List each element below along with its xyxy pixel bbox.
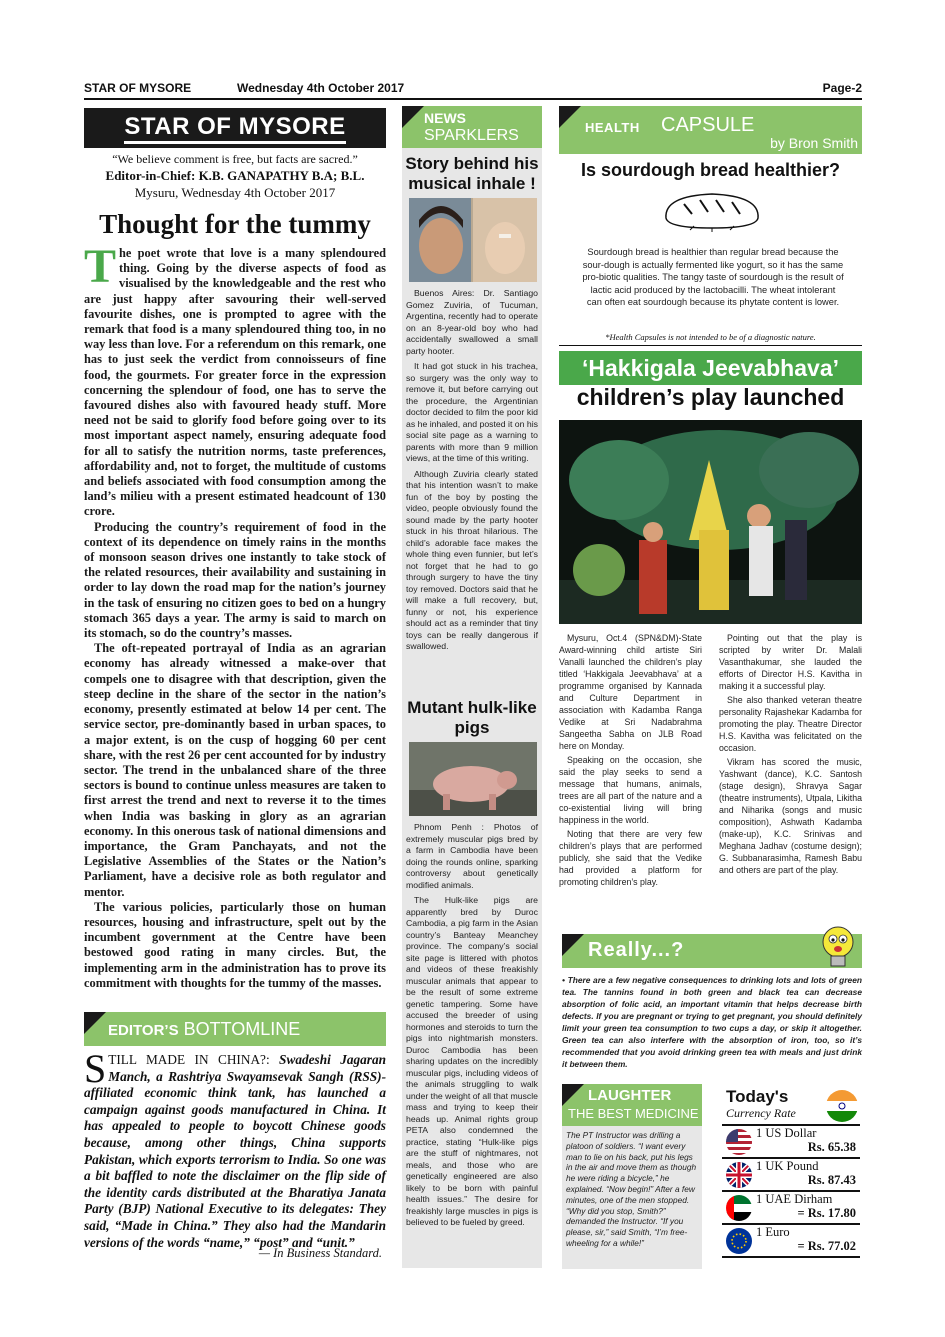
rate-value: Rs. 87.43 [807,1173,856,1187]
bottomline-lead: TILL MADE IN CHINA?: [108,1052,270,1067]
rate-row [722,1126,860,1159]
editorial-title: Thought for the tummy [99,209,371,239]
currency-rate-box [722,1086,862,1269]
news-band-line1: NEWS [424,110,466,126]
masthead-title: STAR OF MYSORE [124,113,345,144]
editorial-paragraph: he poet wrote that love is a many splendoured thing. Going by the diverse aspects of food as visualised by the knowledgeable and the rest who are just happy after savouring their well-served favourite dishes, one is prompted to agree with the remark that food is a many splendoured thing too, in no way less than love. For a referendum on this remark, one has to just seek the verdict from connoisseurs of fine food, the gourmets. For greater force in the expression concerning the splendour of food, one has to serve the favoured dishes also with favoured heady stuff. More need not be said to glorify food before going over to its most important aspect namely, ensuring adequate food for all to satisfy the nutrition norms, taste preferences, affordability and, not to forget, the multitude of customs and beliefs associated with food consumption among the land’s milieu with a present estimated headcount of 130 crore. [84,246,386,519]
bottomline-text: Swadeshi Jagaran Manch, a Rashtriya Swayamsevak Sangh (RSS)-affiliated economic think tank, has launched a campaign against goods manufactured in China. It has appealed to people to boycott Chinese goods because, among other things, China supports Pakistan, which exports terrorism to India. So one was a bit baffled to note the disclaimer on the flip side of the identity cards distributed at the Bharatiya Janata Party (BJP) National Executive to its delegates: They said, “Made in China.” They also had the Mandarin versions of the words “name,” “post” and “unit.” [84,1052,387,1250]
rate-value: = Rs. 77.02 [797,1239,856,1253]
india-flag-icon [826,1090,858,1122]
play-photo-image [559,420,862,624]
rate-row [722,1192,860,1225]
rate-currency: 1 Euro [756,1225,790,1239]
us-flag-icon [726,1129,752,1155]
play-subheadline: children’s play launched [576,384,845,410]
story2-title: Mutant hulk-like pigs [407,698,537,737]
band-corner-decoration [84,1012,106,1034]
health-band-title: CAPSULE [661,114,755,136]
play-paragraph: Vikram has scored the music, Yashwant (dance), K.C. Santosh (stage design), Shravya Sagar (theatre instruments), Utpala, Likitha and Niharika (songs and music composition), Ashwath Kadamba (make-up), K.C. Srinivas and Meghana Jadhav (costume design); G. Subbanarasimha, Ramesh Babu and others are part of the play. [719,757,862,875]
editorial-paragraph: The oft-repeated portrayal of India as an agrarian economy has already witnessed a make-over that compels one to disagree with that description, given the steep decline in the share of the sector in the nation’s economy, presently estimated at below 14 per cent. The service sector, pre-dominantly based in urban spaces, to a major extent, is on the cusp of hogging 60 per cent share, with the rest 26 per cent accounted for by industry sector. The trend in the unbalanced share of the three sectors is bound to continue unless measures are taken to first arrest the trend and next to reverse it to the times when India was basking in glory as an agrarian economy. In this onerous task of national dimensions and importance, the Gram Panchayats, and not the Legislative Assemblies of the States or the Nation’s Parliament, have a decisive role as both regulator and mentor. [84,641,386,899]
news-sparklers-band [402,106,542,148]
page-header [84,78,862,100]
band-corner-decoration [562,934,584,956]
motto: “We believe comment is free, but facts are sacred.” [112,152,358,166]
health-body: Sourdough bread is healthier than regular bread because the sour-dough is actually fermented like yogurt, so it has the same pro-biotic qualities. The tangy taste of sourdough is the result of lactic acid produced by the lactobacilli. The wheat intolerant can often eat sourdough because its phytate content is lower. [582,247,844,308]
story2-paragraph: Phnom Penh : Photos of extremely muscular pigs bred by a farm in Cambodia have been doing the rounds online, sparking controversy about genetically modified animals. [406,822,538,890]
health-byline: by Bron Smith [770,135,858,151]
divider [559,345,862,346]
editorial-dropcap: T [84,240,117,293]
play-paragraph: Speaking on the occasion, she said the play seeks to send a message that humans, animals, trees are all part of the nature and a co-existential living will bring happiness in the world. [559,755,702,825]
header-date: Wednesday 4th October 2017 [237,81,405,95]
play-column-2 [719,632,862,878]
really-band [562,934,862,968]
bottomline-band-small: EDITOR’S [108,1022,179,1039]
rate-subtitle: Currency Rate [726,1106,796,1120]
news-band-line2: SPARKLERS [424,127,519,144]
band-corner-decoration [402,106,424,128]
rate-currency: 1 UK Pound [756,1159,819,1173]
rate-row [722,1159,860,1192]
band-corner-decoration [559,106,581,128]
health-band-label: HEALTH [585,120,640,135]
bottomline-body [84,1046,387,1251]
lightbulb-mascot-icon [818,924,858,972]
bread-illustration-icon [660,188,764,234]
story2-text [406,822,538,1233]
rate-value: = Rs. 17.80 [797,1206,856,1220]
play-photo [559,420,862,624]
really-body: • There are a few negative consequences to drinking lots and lots of green tea. The tannins found in both green and black tea can decrease absorption of folic acid, an important vitamin that helps decrease birth defects. If you are pregnant or trying to get pregnant, you should definitely limit your green tea consumption to two cups a day, or skip it altogether. Green tea can also interfere with the absorption of iron, too, so it’s recommended that you avoid drinking green tea with meals and just drink it between them. [562,975,862,1069]
health-disclaimer: *Health Capsules is not intended to be of a diagnostic nature. [605,332,816,342]
play-paragraph: Noting that there are very few children’s plays that are performed publicly, she said that the Vedike had provided a platform for promoting children’s play. [559,829,702,887]
bottomline-band [84,1012,386,1046]
story1-title: Story behind his musical inhale ! [405,154,539,193]
band-corner-decoration [562,1084,584,1106]
rate-value: Rs. 65.38 [807,1140,856,1154]
eu-flag-icon [726,1228,752,1254]
pig-photo-image [409,742,537,816]
rate-title: Today's [726,1087,789,1106]
laughter-band [562,1084,702,1126]
story1-paragraph: It had got stuck in his trachea, so surgery was the only way to remove it, but before carrying out the procedure, the Argentinian doctor decided to film the poor kid as he inhaled, and posted it on his social site page as a warning to parents with more than 9 million views, at the time of this writing. [406,361,538,463]
editor-in-chief: Editor-in-Chief: K.B. GANAPATHY B.A; B.L. [105,168,365,183]
play-paragraph: She also thanked veteran theatre personality Rajashekar Kadamba for promoting the play. Theatre Director H.S. Kavitha was felicitated on the occasion. [719,695,862,753]
masthead [84,108,386,148]
boy-photo-image [409,198,537,282]
editorial-paragraph: The various policies, particularly those on human resources, housing and infrastructure, spelt out by the incumbent government at the Centre have been bestowed good rating in many circles. But, the implementing arm in the administration has to prove its commitment with thoughts for the tummy of the masses. [84,899,386,990]
laughter-band-line2: THE BEST MEDICINE [568,1106,699,1121]
story1-text [406,288,538,657]
story1-paragraph: Although Zuviria clearly stated that his intention wasn’t to make fun of the boy by posting the video, people obviously found the sound made by the party hooter stuck in his throat hilarious. The child’s adorable face makes the whole thing even funnier, but let’s not forget that he had to go through surgery to have the tiny toy removed. Doctors said that he will make a full recovery, but, funny or not, his experience should act as a reminder that tiny toys can be really dangerous if swallowed. [406,468,538,651]
play-headline: ‘Hakkigala Jeevabhava’ [559,351,862,385]
play-paragraph: Mysuru, Oct.4 (SPN&DM)-State Award-winning child artiste Siri Vanalli launched the children’s play titled ‘Hakkigala Jeevabhava’ at a programme organised by Kannada and Culture Department in association with Kadamba Ranga Vedike at Sri Nadabrahma Sangeetha Sabha on JLB Road here on Monday. [559,633,702,751]
bottomline-dropcap: S [84,1046,107,1091]
story1-paragraph: Buenos Aires: Dr. Santiago Gomez Zuviria, of Tucuman, Argentina, recently had to operate on an 8-year-old boy who had accidentally swallowed a small party hooter. [406,288,538,356]
boy-photo [409,198,537,282]
pig-photo [409,742,537,816]
bottomline-band-large: BOTTOMLINE [183,1019,301,1039]
health-question: Is sourdough bread healthier? [580,160,841,180]
uk-flag-icon [726,1162,752,1188]
really-band-title: Really...? [588,939,685,961]
rate-currency: 1 UAE Dirham [756,1192,833,1206]
laughter-band-line1: LAUGHTER [588,1087,672,1104]
dateline: Mysuru, Wednesday 4th October 2017 [134,185,336,200]
laughter-text: The PT Instructor was drilling a platoon of soldiers. “I want every man to lie on his back, put his legs in the air and move them as though he were riding a bicycle,” he explained. “Now begin!” After a few minutes, one of the men stopped. “Why did you stop, Smith?” demanded the Instructor. “If you please, sir,” said Smith, “I’m free-wheeling for a while!” [566,1130,697,1248]
health-capsule-band [559,106,862,154]
play-paragraph: Pointing out that the play is scripted by writer Dr. Malali Vasanthakumar, she lauded the efforts of Director H.S. Kavitha in making it a successful play. [719,633,862,691]
bottomline-source: — In Business Standard. [258,1246,382,1260]
rate-row [722,1225,860,1258]
story2-paragraph: The Hulk-like pigs are apparently bred by Duroc Cambodia, a pig farm in the Asian country’s Banteay Meanchey province. The company’s social site page is littered with photos and videos of these freakishly muscular animals that appear to be the result of some extreme genetic tampering. Some have accused the breeder of using hormones and steroids to turn the pigs into nightmarish monsters. Duroc Cambodia has been sharing updates on the incredibly muscular pigs, including videos of the animals struggling to walk under the weight of all that muscle mass and trying to keep their heads up. Animal rights group PETA also condemned the practice, stating “Hulk-like pigs are the stuff of nightmares, not meals, and those who are genetically engineered are also likely to be born with painful health issues.” The desire for freakishly large muscles in pigs is believed to be fueled by greed. [406,895,538,1227]
header-paper-name: STAR OF MYSORE [84,81,192,95]
play-column-1 [559,632,702,890]
uae-flag-icon [726,1195,752,1221]
rate-currency: 1 US Dollar [756,1126,817,1140]
editorial-body [84,240,386,1008]
header-page-number: Page-2 [822,81,862,95]
editorial-paragraph: Producing the country’s requirement of food in the context of its dependence on timely rains in the months of monsoon season drives one instantly to take stock of the related resources, their availability and sustaining in order to lay down the road map for the nation’s journey in the task of ensuring no citizen goes to bed on a hungry stomach 365 days a year. The army is said to march on its stomach, so do the country’s masses. [84,519,386,641]
